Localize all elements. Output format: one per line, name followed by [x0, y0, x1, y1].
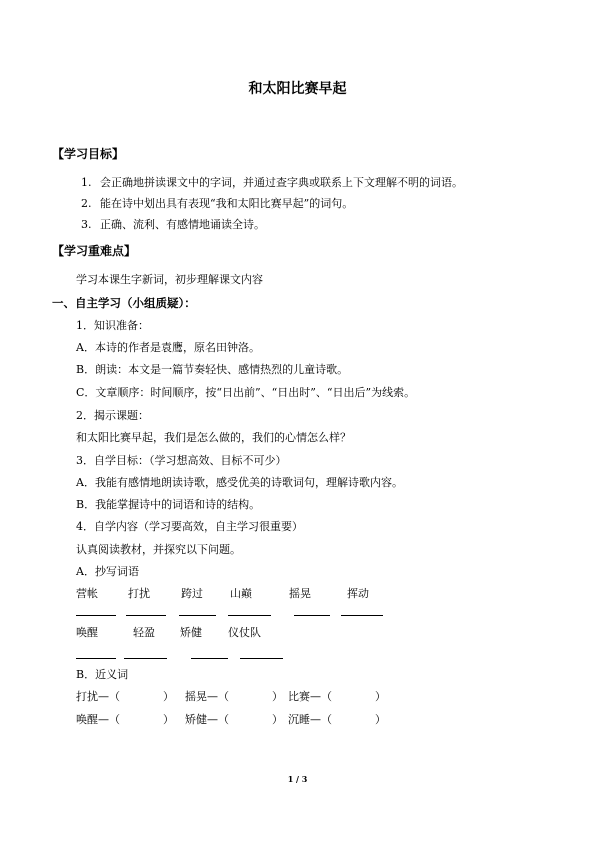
synonym-prompt: 比赛—（: [288, 690, 332, 703]
objective-number: 2.: [81, 197, 92, 210]
answer-blank[interactable]: [228, 615, 271, 616]
answer-blank[interactable]: [76, 615, 116, 616]
synonym-close: ）: [375, 690, 386, 703]
objective-item: [81, 218, 92, 232]
copy-word: 营帐: [76, 587, 98, 600]
objective-number: 1.: [81, 176, 92, 189]
synonym-prompt: 打扰—（: [76, 690, 120, 703]
synonym-close: ）: [272, 690, 283, 703]
copy-word: 打扰: [128, 587, 150, 600]
objective-text: 能在诗中划出具有表现“我和太阳比赛早起”的词句。: [100, 197, 354, 210]
body-line: A．本诗的作者是袁鹰，原名田钟洛。: [76, 341, 260, 354]
objective-item: [81, 176, 92, 190]
body-line: C．文章顺序：时间顺序，按“日出前”、“日出时”、“日出后”为线索。: [76, 386, 416, 399]
synonym-close: ）: [272, 713, 283, 726]
answer-blank[interactable]: [240, 658, 283, 659]
keypoints-heading: 【学习重难点】: [52, 244, 137, 258]
body-line: 3．自学目标：（学习想高效、目标不可少）: [76, 454, 287, 467]
page-number: 1 / 3: [287, 774, 308, 784]
synonyms-heading: B．近义词: [76, 668, 129, 681]
copy-word: 唤醒: [76, 626, 98, 639]
objective-item: [81, 197, 92, 211]
copy-word: 仪仗队: [228, 626, 261, 639]
objective-text: 会正确地拼读课文中的字词，并通过查字典或联系上下文理解不明的词语。: [100, 176, 463, 189]
answer-blank[interactable]: [124, 658, 167, 659]
answer-blank[interactable]: [191, 658, 228, 659]
body-line: B．朗读：本文是一篇节奏轻快、感情热烈的儿童诗歌。: [76, 363, 349, 376]
objectives-heading: 【学习目标】: [52, 147, 125, 161]
copy-word: 挥动: [347, 587, 369, 600]
synonym-prompt: 唤醒—（: [76, 713, 120, 726]
copy-word: 轻盈: [133, 626, 155, 639]
synonym-prompt: 摇晃—（: [185, 690, 229, 703]
body-line: 认真阅读教材，并探究以下问题。: [76, 543, 241, 556]
answer-blank[interactable]: [294, 615, 330, 616]
body-line: 1．知识准备：: [76, 319, 149, 332]
section1-heading: 一、自主学习（小组质疑）：: [52, 296, 196, 310]
keypoints-text: 学习本课生字新词，初步理解课文内容: [76, 273, 263, 286]
answer-blank[interactable]: [76, 658, 116, 659]
body-line: 4．自学内容（学习要高效，自主学习很重要）: [76, 520, 303, 533]
body-line: A．我能有感情地朗读诗歌，感受优美的诗歌词句，理解诗歌内容。: [76, 476, 403, 489]
synonym-close: ）: [163, 690, 174, 703]
objective-number: 3.: [81, 218, 92, 231]
copy-word: 摇晃: [289, 587, 311, 600]
page-title: 和太阳比赛早起: [248, 81, 347, 97]
answer-blank[interactable]: [126, 615, 166, 616]
synonym-prompt: 沉睡—（: [288, 713, 332, 726]
synonym-close: ）: [163, 713, 174, 726]
synonym-close: ）: [375, 713, 386, 726]
body-line: B．我能掌握诗中的词语和诗的结构。: [76, 498, 261, 511]
copy-word: 跨过: [181, 587, 203, 600]
body-line: 和太阳比赛早起，我们是怎么做的，我们的心情怎么样？: [76, 431, 351, 444]
copy-word: 矫健: [180, 626, 202, 639]
copy-word: 山巅: [230, 587, 252, 600]
answer-blank[interactable]: [341, 615, 383, 616]
synonym-prompt: 矫健—（: [185, 713, 229, 726]
objective-text: 正确、流利、有感情地诵读全诗。: [100, 218, 265, 231]
body-line: A．抄写词语: [76, 565, 139, 578]
body-line: 2．揭示课题：: [76, 409, 149, 422]
answer-blank[interactable]: [179, 615, 216, 616]
